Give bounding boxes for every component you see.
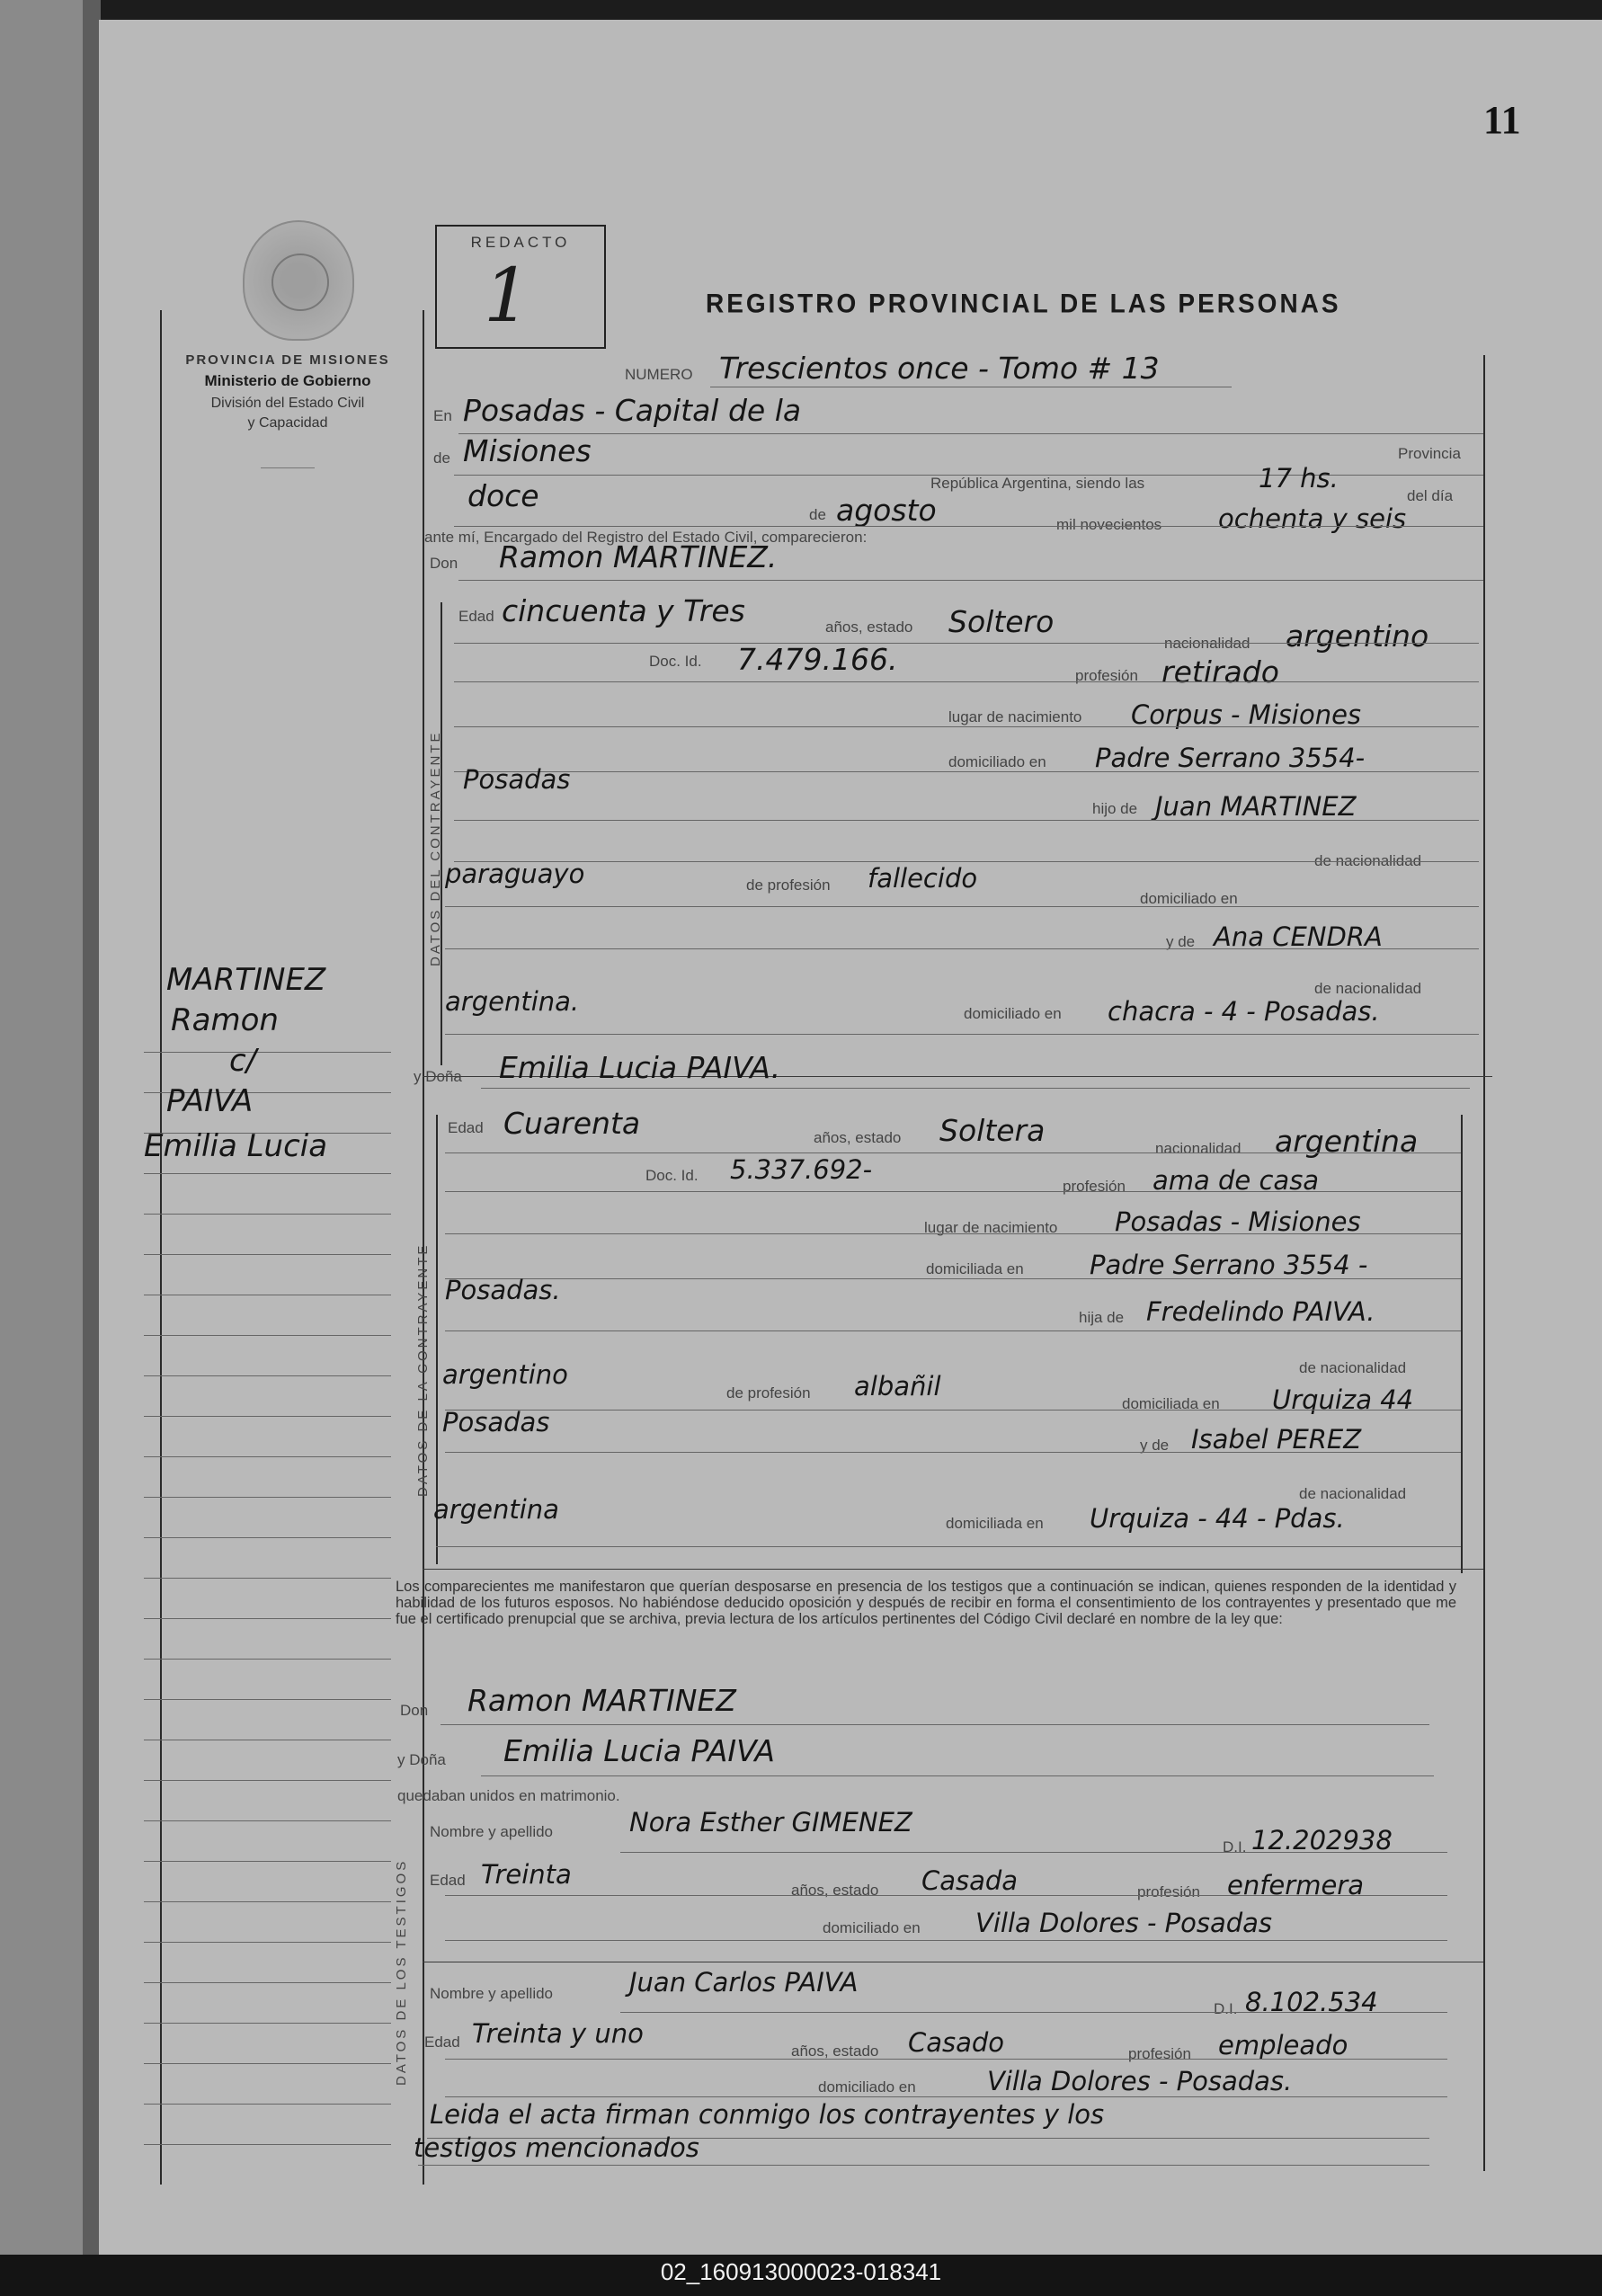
line: [445, 1330, 1461, 1331]
witness1-profession: enfermera: [1227, 1870, 1364, 1900]
line: [441, 1724, 1429, 1725]
label-domiciliado-en: domiciliado en: [1140, 890, 1238, 907]
line: [454, 681, 1479, 682]
label-domiciliado-w1: domiciliado en: [823, 1919, 921, 1936]
groom-mother-address: chacra - 4 - Posadas.: [1108, 996, 1380, 1027]
label-domiciliado-w2: domiciliado en: [818, 2078, 916, 2096]
act-year: ochenta y seis: [1218, 503, 1407, 534]
label-domiciliada: domiciliada en: [926, 1260, 1024, 1277]
label-profesion-w1: profesión: [1137, 1883, 1200, 1900]
margin-rule-line: [144, 1497, 391, 1498]
margin-rule-line: [144, 1659, 391, 1660]
margin-rule-line: [144, 1618, 391, 1619]
label-anos-estado-2: años, estado: [814, 1129, 902, 1146]
line: [445, 1233, 1461, 1234]
label-lugar-nacimiento: lugar de nacimiento: [948, 708, 1082, 725]
vertical-label-witnesses: DATOS DE LOS TESTIGOS: [394, 1858, 409, 2086]
bride-mother-address: Urquiza - 44 - Pdas.: [1090, 1503, 1345, 1534]
bride-age: Cuarenta: [503, 1106, 641, 1141]
witness2-address: Villa Dolores - Posadas.: [987, 2066, 1293, 2096]
line: [445, 1278, 1461, 1279]
label-republica: República Argentina, siendo las: [930, 475, 1145, 492]
bride-birthplace: Posadas - Misiones: [1115, 1206, 1361, 1237]
groom-father-profession: fallecido: [868, 863, 978, 894]
margin-rule-line: [144, 1375, 391, 1376]
bride-father-profession: albañil: [854, 1371, 941, 1402]
margin-rule-line: [144, 1254, 391, 1255]
witness1-address: Villa Dolores - Posadas: [975, 1908, 1273, 1938]
label-de-profesion-2: de profesión: [726, 1384, 811, 1402]
label-anos-estado-w2: años, estado: [791, 2042, 879, 2060]
line: [445, 906, 1479, 907]
label-nombre-apellido-2: Nombre y apellido: [430, 1985, 554, 2002]
label-domiciliada-2: domiciliada en: [1122, 1395, 1220, 1412]
office-capacity: y Capacidad: [247, 415, 328, 431]
margin-rule-line: [144, 2023, 391, 2024]
office-divider: [261, 467, 315, 468]
label-nacionalidad-2: nacionalidad: [1155, 1140, 1242, 1157]
act-hour: 17 hs.: [1259, 463, 1339, 494]
line: [481, 1775, 1434, 1776]
label-nacionalidad: nacionalidad: [1164, 635, 1250, 652]
line: [445, 1152, 1461, 1153]
margin-rule-line: [144, 1214, 391, 1215]
margin-conjunction: c/: [229, 1043, 257, 1079]
page-number: 11: [1483, 98, 1521, 142]
witness2-profession: empleado: [1218, 2030, 1348, 2060]
label-y-de-2: y de: [1140, 1437, 1170, 1454]
line: [454, 726, 1479, 727]
line: [418, 2165, 1429, 2166]
witness1-status: Casada: [921, 1865, 1019, 1896]
act-number: Trescientos once - Tomo # 13: [719, 351, 1160, 386]
label-profesion: profesión: [1075, 667, 1138, 684]
label-di: D.I.: [1223, 1838, 1247, 1855]
line: [454, 771, 1479, 772]
witness1-name: Nora Esther GIMENEZ: [629, 1807, 912, 1838]
bride-address: Padre Serrano 3554 -: [1090, 1250, 1368, 1280]
label-edad: Edad: [458, 608, 494, 625]
groom-father-nationality: paraguayo: [445, 859, 585, 889]
label-de-nacionalidad: de nacionalidad: [1314, 852, 1422, 869]
margin-rule-line: [144, 1780, 391, 1781]
line: [458, 433, 1483, 434]
act-month: agosto: [836, 493, 937, 528]
witness-rule: [423, 1820, 424, 2167]
label-ante-mi: ante mí, Encargado del Registro del Estado Civil, comparecieron:: [424, 529, 868, 546]
act-place: Posadas - Capital de la: [463, 393, 802, 428]
bride-mother: Isabel PEREZ: [1191, 1424, 1362, 1455]
left-page: [0, 0, 88, 2255]
margin-name-bride: Emilia Lucia: [144, 1128, 328, 1164]
label-mil-novecientos: mil novecientos: [1056, 516, 1162, 533]
redacto-mark: 1: [484, 254, 531, 339]
label-nombre-apellido: Nombre y apellido: [430, 1823, 554, 1840]
line: [445, 1191, 1461, 1192]
line: [454, 526, 1483, 527]
closing-line-2: testigos mencionados: [414, 2132, 699, 2163]
margin-rule-line: [144, 1578, 391, 1579]
bride-father-address: Urquiza 44: [1272, 1384, 1414, 1415]
bride-right-rule: [1461, 1115, 1463, 1573]
margin-rule-line: [144, 1820, 391, 1821]
line: [445, 1895, 1447, 1896]
act-province: Misiones: [463, 433, 592, 468]
groom-name: Ramon MARTINEZ.: [499, 539, 778, 574]
label-hijo-de: hijo de: [1092, 800, 1138, 817]
margin-rule-line: [144, 1942, 391, 1943]
act-day: doce: [467, 478, 539, 513]
content-right-rule: [1483, 355, 1485, 2171]
margin-surname-bride: PAIVA: [166, 1083, 254, 1119]
line: [445, 1940, 1447, 1941]
witness2-di: 8.102.534: [1245, 1987, 1378, 2017]
label-de-profesion: de profesión: [746, 877, 831, 894]
label-domiciliada-3: domiciliada en: [946, 1515, 1044, 1532]
label-domiciliado: domiciliado en: [948, 753, 1046, 770]
bride-father-nationality: argentino: [442, 1359, 568, 1390]
line: [436, 1546, 1461, 1547]
margin-rule-line: [144, 1456, 391, 1457]
label-profesion-2: profesión: [1063, 1178, 1126, 1195]
label-don: Don: [430, 555, 458, 572]
office-division: División del Estado Civil: [210, 396, 365, 411]
label-de-nacionalidad-3: de nacionalidad: [1299, 1359, 1407, 1376]
label-en: En: [433, 407, 452, 424]
bride-end-line: [423, 1569, 1483, 1570]
vertical-label-bride: DATOS DE LA CONTRAYENTE: [415, 1242, 431, 1497]
bride-father: Fredelindo PAIVA.: [1146, 1296, 1375, 1327]
label-profesion-w2: profesión: [1128, 2045, 1191, 2062]
book-spine: [83, 0, 101, 2255]
label-de-month: de: [809, 506, 826, 523]
label-hija-de: hija de: [1079, 1309, 1125, 1326]
coat-of-arms-seal: [243, 220, 354, 341]
label-edad-w1: Edad: [430, 1872, 466, 1889]
margin-rule-line: [144, 2063, 391, 2064]
left-margin-rule: [160, 310, 162, 2185]
witness1-age: Treinta: [481, 1859, 572, 1890]
groom-profession: retirado: [1161, 654, 1279, 690]
margin-surname-groom: MARTINEZ: [166, 962, 326, 998]
label-anos-estado: años, estado: [825, 618, 913, 636]
margin-rule-line: [144, 1416, 391, 1417]
margin-rule-line: [144, 2104, 391, 2105]
bride-nationality: argentina: [1275, 1124, 1419, 1159]
line: [454, 820, 1479, 821]
margin-rule-line: [144, 1982, 391, 1983]
groom-age: cincuenta y Tres: [502, 593, 745, 628]
margin-rule-line: [144, 1537, 391, 1538]
line: [454, 643, 1479, 644]
label-y-dona-2: y Doña: [397, 1751, 446, 1768]
margin-rule-line: [144, 1901, 391, 1902]
margin-rule-line: [144, 1861, 391, 1862]
line: [445, 1034, 1479, 1035]
label-y-dona: y Doña: [414, 1068, 462, 1085]
document-title: REGISTRO PROVINCIAL DE LAS PERSONAS: [706, 289, 1341, 318]
line: [445, 2059, 1447, 2060]
line: [445, 948, 1479, 949]
groom-mother: Ana CENDRA: [1214, 921, 1383, 952]
groom-birthplace: Corpus - Misiones: [1131, 699, 1362, 730]
label-numero: NUMERO: [625, 366, 693, 383]
label-y-de: y de: [1166, 933, 1196, 950]
margin-rule-line: [144, 1699, 391, 1700]
line: [620, 1852, 1447, 1853]
label-don-2: Don: [400, 1702, 429, 1719]
label-doc-id: Doc. Id.: [649, 653, 702, 670]
witness2-name: Juan Carlos PAIVA: [629, 1967, 859, 1998]
margin-rule-line: [144, 1173, 391, 1174]
line: [445, 2096, 1447, 2097]
label-domiciliado-en-2: domiciliado en: [964, 1005, 1062, 1022]
closing-line-1: Leida el acta firman conmigo los contrayentes y los: [430, 2099, 1105, 2130]
margin-rule-line: [144, 2144, 391, 2145]
label-lugar-nacimiento-2: lugar de nacimiento: [924, 1219, 1058, 1236]
label-di-2: D.I.: [1214, 2000, 1238, 2017]
label-provincia: Provincia: [1398, 445, 1461, 462]
line: [445, 1452, 1461, 1453]
line: [481, 1088, 1470, 1089]
bride-father-address-city: Posadas: [442, 1407, 550, 1437]
margin-name-groom: Ramon: [171, 1002, 279, 1038]
witness1-di: 12.202938: [1251, 1825, 1393, 1855]
witness2-age: Treinta y uno: [472, 2018, 644, 2049]
label-del-dia: del día: [1407, 487, 1454, 504]
groom-status: Soltero: [948, 604, 1055, 639]
groom-mother-nationality: argentina.: [445, 986, 580, 1017]
line: [620, 2012, 1447, 2013]
redacto-label: REDACTO: [470, 234, 571, 251]
bride-doc: 5.337.692-: [730, 1154, 873, 1185]
bride-profession: ama de casa: [1153, 1165, 1320, 1196]
bride-name: Emilia Lucia PAIVA.: [499, 1050, 781, 1085]
bride-status: Soltera: [939, 1113, 1046, 1148]
label-quedaban: quedaban unidos en matrimonio.: [397, 1787, 620, 1804]
groom-nationality: argentino: [1286, 618, 1429, 654]
groom-address-city: Posadas: [463, 764, 571, 795]
scan-identifier: 02_160913000023-018341: [660, 2258, 942, 2285]
bride-address-city: Posadas.: [445, 1275, 561, 1305]
label-de: de: [433, 449, 450, 467]
line: [458, 580, 1483, 581]
office-province: PROVINCIA DE MISIONES: [185, 352, 390, 368]
groom-father: Juan MARTINEZ: [1155, 791, 1357, 822]
office-ministry: Ministerio de Gobierno: [204, 372, 371, 389]
bride-mother-nationality: argentina: [433, 1494, 559, 1525]
declared-groom: Ramon MARTINEZ: [467, 1683, 736, 1718]
witness2-status: Casado: [908, 2027, 1005, 2058]
label-edad-w2: Edad: [424, 2033, 460, 2051]
vertical-label-groom: DATOS DEL CONTRAYENTE: [428, 730, 443, 966]
label-de-nacionalidad-2: de nacionalidad: [1314, 980, 1422, 997]
declared-bride: Emilia Lucia PAIVA: [503, 1733, 776, 1768]
label-edad-2: Edad: [448, 1119, 484, 1136]
legal-declaration-text: Los comparecientes me manifestaron que querían desposarse en presencia de los testigos que a continuación se indican, quienes responden de la identidad y habilidad de los futuros esposos. No habiéndose deducido oposición y después de recibir en forma el consentimiento de los contrayentes y presentado que me fue el certificado prenupcial que se archiva, previa lectura de los artículos pertinentes del Código Civil declaré en nombre de la ley que:: [396, 1579, 1456, 1627]
margin-rule-line: [144, 1052, 391, 1053]
groom-address: Padre Serrano 3554-: [1095, 743, 1366, 773]
line: [445, 1410, 1461, 1411]
label-de-nacionalidad-4: de nacionalidad: [1299, 1485, 1407, 1502]
groom-doc: 7.479.166.: [737, 642, 898, 677]
label-anos-estado-w1: años, estado: [791, 1882, 879, 1899]
margin-rule-line: [144, 1335, 391, 1336]
label-doc-id-2: Doc. Id.: [645, 1167, 699, 1184]
line: [454, 861, 1479, 862]
redacto-box: [435, 225, 606, 349]
